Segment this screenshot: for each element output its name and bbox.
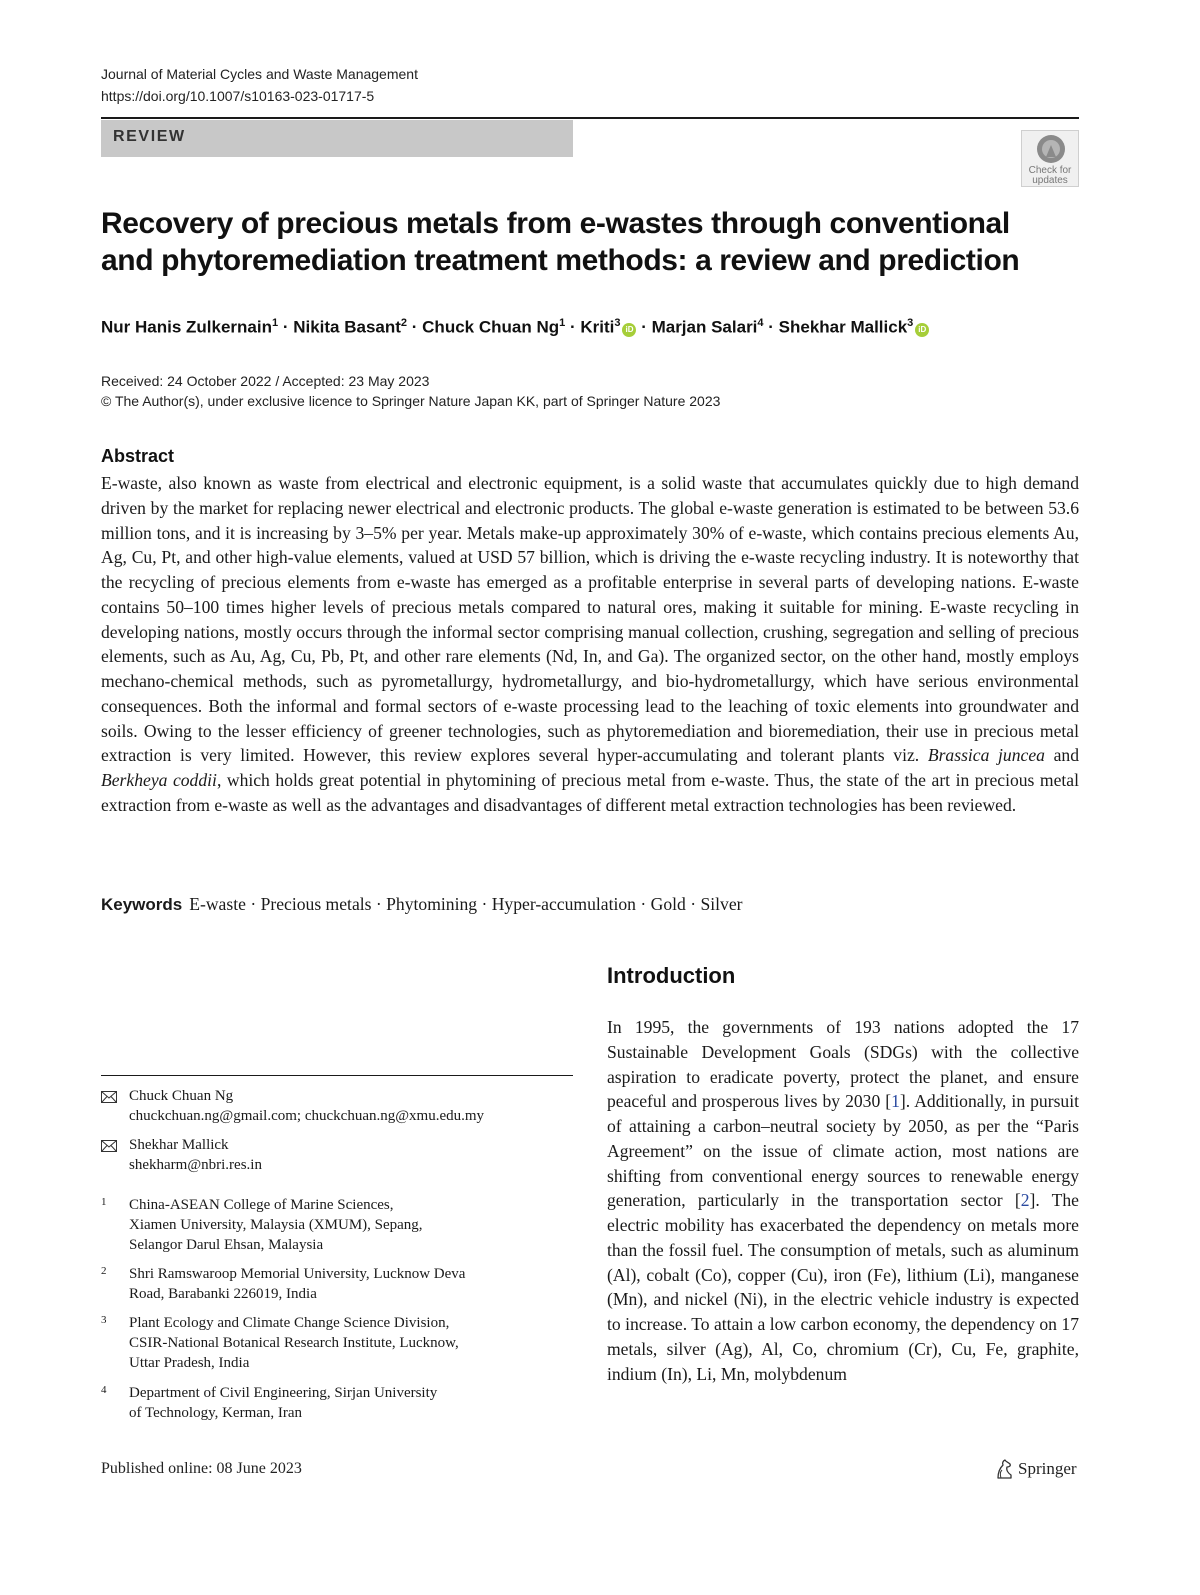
author-affiliation: 4	[757, 317, 764, 329]
affiliation-line: Xiamen University, Malaysia (XMUM), Sepang,	[129, 1217, 423, 1233]
abstract-part-2: , which holds great potential in phytomining of precious metal from e-waste. Thus, the state of the art in precious metal extraction from e-waste as well as the advantages and disadvantages of different metal extraction technologies has been reviewed.	[101, 770, 1079, 815]
article-type-label: REVIEW	[113, 128, 186, 145]
title-line-1: Recovery of precious metals from e-wastes through conventional	[101, 207, 1010, 240]
author-separator: ·	[407, 317, 423, 337]
title-line-2: and phytoremediation treatment methods: a review and prediction	[101, 244, 1020, 277]
contact-name: Chuck Chuan Ng	[129, 1088, 234, 1104]
keywords-label: Keywords	[101, 895, 183, 914]
contact-name: Shekhar Mallick	[129, 1137, 229, 1153]
citation-link[interactable]: 2	[1020, 1190, 1030, 1211]
badge-text-line1: Check for	[1028, 165, 1072, 176]
author-affiliation: 3	[907, 317, 914, 329]
author-name[interactable]: Shekhar Mallick	[778, 317, 908, 337]
abstract-part-1: E-waste, also known as waste from electrical and electronic equipment, is a solid waste that accumulates quickly due to high demand driven by the market for replacing newer electrical and electronic products. The global e-waste generation is estimated to be between 53.6 million tons, and it is increasing by 3–5% per year. Metals make-up approximately 30% of e-waste, which contains precious elements Au, Ag, Cu, Pt, and other high-value elements, valued at USD 57 billion, which is driving the e-waste recycling industry. It is noteworthy that the recycling of precious elements from e-waste has emerged as a profitable enterprise in several parts of developing nations. E-waste contains 50–100 times higher levels of precious metals compared to natural ores, making it suitable for mining. E-waste recycling in developing nations, mostly occurs through the informal sector comprising manual collection, crushing, segregation and selling of precious elements, such as Au, Ag, Cu, Pb, Pt, and other rare elements (Nd, In, and Ga). The organized sector, on the other hand, mostly employs mechano-chemical methods, such as pyrometallurgy, hydrometallurgy, and bio-hydrometallurgy, which have serious environmental consequences. Both the informal and formal sectors of e-waste processing lead to the leaching of toxic elements into groundwater and soils. Owing to the lesser efficiency of greener technologies, such as phytoremediation and bioremediation, their use in precious metal extraction is very limited. However, this review explores several hyper-accumulating and tolerant plants viz.	[101, 473, 1079, 766]
affiliation-1	[101, 1195, 573, 1255]
affiliation-line: Uttar Pradesh, India	[129, 1355, 250, 1371]
badge-text-line2: updates	[1032, 175, 1068, 186]
author-list	[101, 311, 1081, 340]
orcid-icon[interactable]: iD	[622, 323, 636, 337]
corresponding-author	[101, 1135, 573, 1175]
corresponding-author	[101, 1086, 573, 1126]
keywords	[101, 892, 742, 917]
species-berkheya: Berkheya coddii	[101, 770, 217, 790]
contact-email[interactable]: chuckchuan.ng@gmail.com; chuckchuan.ng@xmu.edu.my	[129, 1108, 485, 1124]
check-for-updates-badge[interactable]	[1021, 130, 1079, 187]
intro-part-1: In 1995, the governments of 193 nations adopted the 17 Sustainable Development Goals (SDGs) with the collective aspiration to eradicate poverty, protect the planet, and ensure peaceful and prosperous lives by 2030 [	[607, 1017, 1079, 1112]
intro-part-2: ]. Additionally, in pursuit of attaining a carbon–neutral society by 2050, as per the “Paris Agreement” on the issue of climate action, most nations are shifting from conventional energy sources to renewable energy generation, particularly in the transportation sector [	[607, 1091, 1079, 1211]
author-name[interactable]: Kriti	[580, 317, 615, 337]
published-online-date: Published online: 08 June 2023	[101, 1460, 302, 1477]
abstract-and: and	[1044, 745, 1079, 766]
author-affiliation: 3	[614, 317, 621, 329]
header-rule	[101, 117, 1079, 119]
affiliation-2	[101, 1264, 573, 1304]
author-separator: ·	[763, 317, 779, 337]
envelope-icon	[101, 1091, 117, 1103]
springer-wordmark: Springer	[1018, 1459, 1077, 1478]
author-affiliation: 1	[271, 317, 279, 329]
doi-link[interactable]: https://doi.org/10.1007/s10163-023-01717-5	[101, 88, 375, 104]
copyright-notice: © The Author(s), under exclusive licence to Springer Nature Japan KK, part of Springer Nature 2023	[101, 393, 721, 409]
author-separator: ·	[278, 317, 294, 337]
article-title	[101, 205, 1081, 279]
affiliation-number: 2	[101, 1265, 107, 1277]
author-separator: ·	[636, 317, 652, 337]
author-affiliation: 2	[400, 317, 408, 329]
springer-horse-icon	[994, 1458, 1014, 1480]
abstract-heading: Abstract	[101, 446, 175, 466]
abstract-text	[101, 471, 1079, 818]
affiliation-line: Selangor Darul Ehsan, Malaysia	[129, 1237, 324, 1253]
author-name[interactable]: Nur Hanis Zulkernain	[101, 317, 272, 337]
species-brassica: Brassica juncea	[927, 745, 1045, 766]
affiliation-line: Shri Ramswaroop Memorial University, Lucknow Deva	[129, 1266, 466, 1282]
affiliation-line: of Technology, Kerman, Iran	[129, 1405, 303, 1421]
affiliation-line: CSIR-National Botanical Research Institute, Lucknow,	[129, 1335, 459, 1351]
author-name[interactable]: Nikita Basant	[293, 317, 401, 337]
author-separator: ·	[565, 317, 581, 337]
introduction-heading: Introduction	[607, 963, 736, 988]
journal-name: Journal of Material Cycles and Waste Management	[101, 66, 418, 82]
intro-part-3: ]. The electric mobility has exacerbated the dependency on metals more than the fossil fuel. The consumption of metals, such as aluminum (Al), cobalt (Co), copper (Cu), iron (Fe), lithium (Li), manganese (Mn), and nickel (Ni), in the electric vehicle industry is expected to increase. To attain a low carbon economy, the dependency on 17 metals, silver (Ag), Al, Co, chromium (Cr), Cu, Fe, graphite, indium (In), Li, Mn, molybdenum	[607, 1190, 1079, 1384]
received-accepted-dates: Received: 24 October 2022 / Accepted: 23 May 2023	[101, 373, 430, 389]
contact-email[interactable]: shekharm@nbri.res.in	[129, 1157, 262, 1173]
author-affiliation: 1	[559, 317, 566, 329]
affiliation-number: 1	[101, 1196, 107, 1208]
citation-link[interactable]: 1	[891, 1091, 900, 1112]
affiliation-line: Department of Civil Engineering, Sirjan University	[129, 1385, 438, 1401]
check-for-updates-icon	[1036, 134, 1066, 164]
affiliation-line: Road, Barabanki 226019, India	[129, 1286, 317, 1302]
envelope-icon	[101, 1140, 117, 1152]
affiliation-4	[101, 1383, 573, 1423]
footnote-rule	[101, 1075, 573, 1076]
author-name[interactable]: Marjan Salari	[651, 317, 758, 337]
orcid-icon[interactable]: iD	[915, 323, 929, 337]
affiliation-line: China-ASEAN College of Marine Sciences,	[129, 1197, 394, 1213]
affiliation-number: 3	[101, 1314, 107, 1326]
introduction-text	[607, 1015, 1079, 1386]
affiliation-3	[101, 1313, 573, 1373]
affiliation-number: 4	[101, 1384, 107, 1396]
affiliation-line: Plant Ecology and Climate Change Science Division,	[129, 1315, 450, 1331]
keywords-text: E-waste · Precious metals · Phytomining · Hyper-accumulation · Gold · Silver	[189, 894, 743, 914]
author-name[interactable]: Chuck Chuan Ng	[422, 317, 560, 337]
